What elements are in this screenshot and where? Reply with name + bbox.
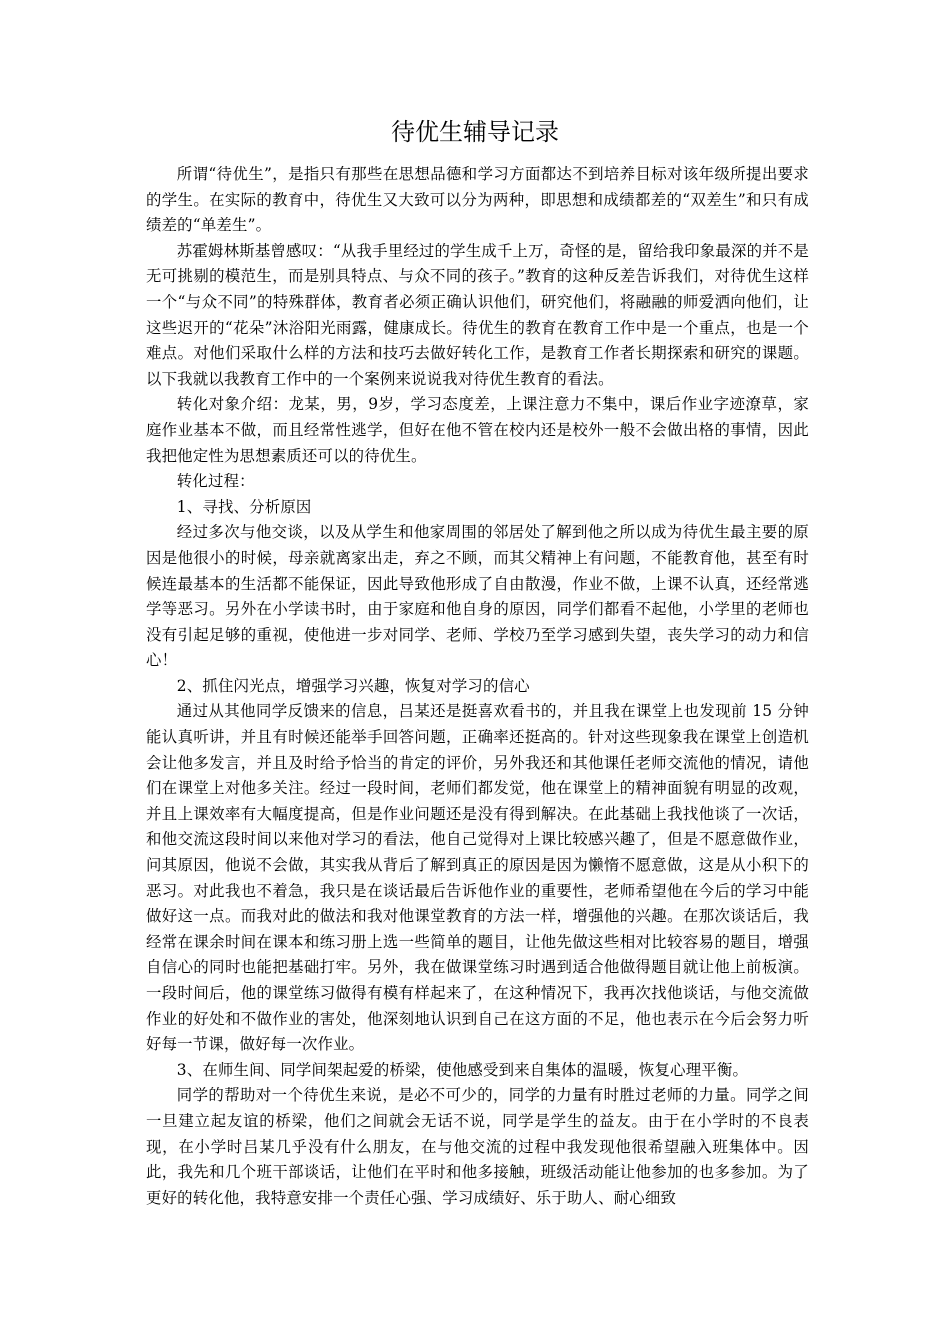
paragraph-quote: 苏霍姆林斯基曾感叹：“从我手里经过的学生成千上万，奇怪的是，留给我印象最深的并不是无可挑剔的模范生，而是别具特点、与众不同的孩子。”教育的这种反差告诉我们，对待优生这样一个“与众不同”的特殊群体，教育者必须正确认识他们，研究他们，将融融的师爱洒向他们，让这些迟开的“花朵”沐浴阳光雨露，健康成长。待优生的教育在教育工作中是一个重点，也是一个难点。对他们采取什么样的方法和技巧去做好转化工作，是教育工作者长期探索和研究的课题。以下我就以我教育工作中的一个案例来说说我对待优生教育的看法。 (146, 241, 809, 388)
paragraph-process-heading: 转化过程： (176, 472, 255, 491)
page-title: 待优生辅导记录 (391, 118, 559, 146)
section-heading-2: 2、抓住闪光点，增强学习兴趣，恢复对学习的信心 (176, 676, 530, 695)
section-heading-3: 3、在师生间、同学间架起爱的桥梁，使他感受到来自集体的温暖，恢复心理平衡。 (176, 1060, 749, 1079)
paragraph-intro: 所谓“待优生”，是指只有那些在思想品德和学习方面都达不到培养目标对该年级所提出要求的学生。在实际的教育中，待优生又大致可以分为两种，即思想和成绩都差的“双差生”和只有成绩差的“单差生”。 (146, 165, 809, 235)
document-body (146, 162, 809, 1211)
paragraph-reasons: 经过多次与他交谈，以及从学生和他家周围的邻居处了解到他之所以成为待优生最主要的原因是他很小的时候，母亲就离家出走，弃之不顾，而其父精神上有问题，不能教育他，甚至有时候连最基本的生活都不能保证，因此导致他形成了自由散漫，作业不做，上课不认真，还经常逃学等恶习。另外在小学读书时，由于家庭和他自身的原因，同学们都看不起他，小学里的老师也没有引起足够的重视，使他进一步对同学、老师、学校乃至学习感到失望，丧失学习的动力和信心！ (146, 523, 809, 670)
paragraph-interest: 通过从其他同学反馈来的信息，吕某还是挺喜欢看书的，并且我在课堂上也发现前 15 分钟能认真听讲，并且有时候还能举手回答问题，正确率还挺高的。针对这些现象我在课堂上创造机会让他多发言，并且及时给予恰当的肯定的评价，另外我还和其他课任老师交流他的情况，请他们在课堂上对他多关注。经过一段时间，老师们都发觉，他在课堂上的精神面貌有明显的改观，并且上课效率有大幅度提高，但是作业问题还是没有得到解决。在此基础上我找他谈了一次话，和他交流这段时间以来他对学习的看法，他自己觉得对上课比较感兴趣了，但是不愿意做作业，问其原因，他说不会做，其实我从背后了解到真正的原因是因为懒惰不愿意做，这是从小积下的恶习。对此我也不着急，我只是在谈话最后告诉他作业的重要性，老师希望他在今后的学习中能做好这一点。而我对此的做法和我对他课堂教育的方法一样，增强他的兴趣。在那次谈话后，我经常在课余时间在课本和练习册上选一些简单的题目，让他先做这些相对比较容易的题目，增强自信心的同时也能把基础打牢。另外，我在做课堂练习时遇到适合他做得题目就让他上前板演。一段时间后，他的课堂练习做得有模有样起来了，在这种情况下，我再次找他谈话，与他交流做作业的好处和不做作业的害处，他深刻地认识到自己在这方面的不足，他也表示在今后会努力听好每一节课，做好每一次作业。 (146, 702, 809, 1054)
section-heading-1: 1、寻找、分析原因 (176, 497, 312, 516)
paragraph-subject: 转化对象介绍：龙某，男，9岁，学习态度差，上课注意力不集中，课后作业字迹潦草，家庭作业基本不做，而且经常性逃学，但好在他不管在校内还是校外一般不会做出格的事情，因此我把他定性为思想素质还可以的待优生。 (146, 395, 809, 465)
paragraph-peers: 同学的帮助对一个待优生来说，是必不可少的，同学的力量有时胜过老师的力量。同学之间一旦建立起友谊的桥梁，他们之间就会无话不说，同学是学生的益友。由于在小学时的不良表现，在小学时吕某几乎没有什么朋友，在与他交流的过程中我发现他很希望融入班集体中。因此，我先和几个班干部谈话，让他们在平时和他多接触，班级活动能让他参加的也多参加。为了更好的转化他，我特意安排一个责任心强、学习成绩好、乐于助人、耐心细致 (146, 1086, 809, 1207)
